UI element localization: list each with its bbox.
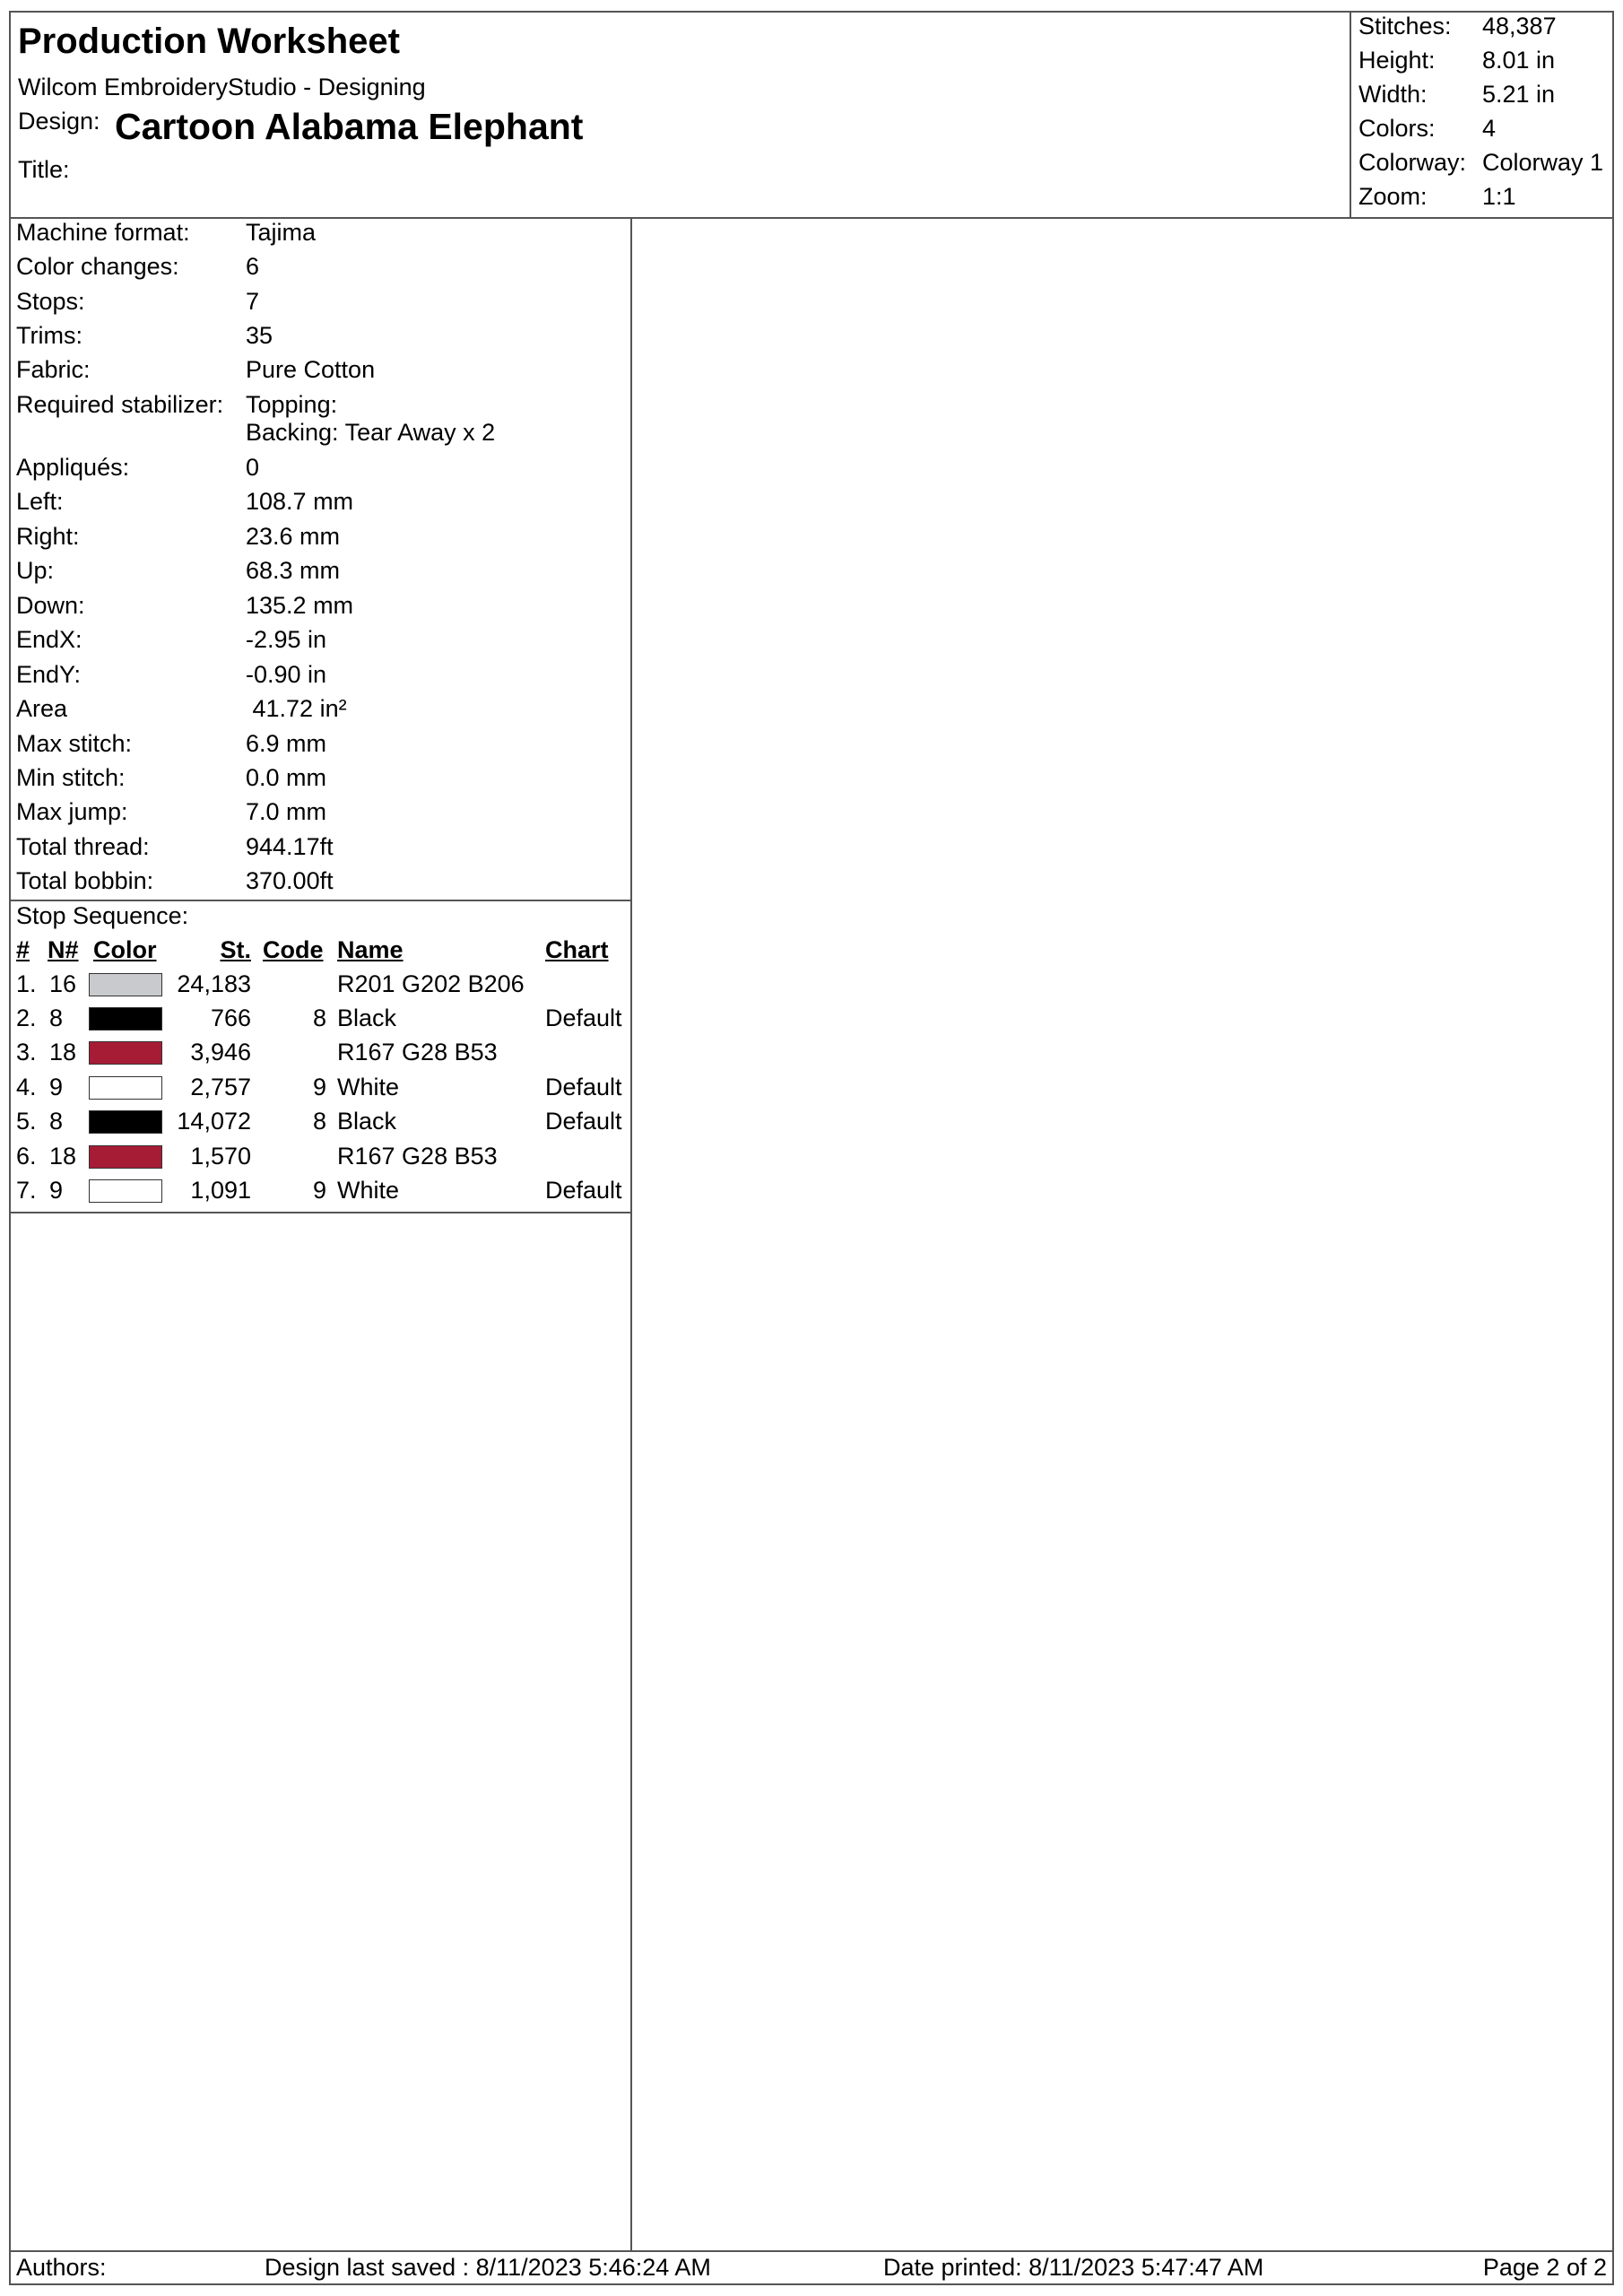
table-row: 6. 18 1,570 R167 G28 B53 (16, 1143, 498, 1170)
date-printed: Date printed: 8/11/2023 5:47:47 AM (883, 2254, 1264, 2281)
design-properties-column (9, 219, 632, 2250)
table-row: 5. 8 14,072 8 Black Default (16, 1108, 622, 1135)
color-swatch (89, 1076, 162, 1100)
prop-stops: Stops: 7 (16, 288, 260, 315)
col-header-code: Code (263, 936, 324, 963)
col-header-color: Color (93, 936, 157, 963)
prop-right: Right: 23.6 mm (16, 523, 341, 550)
prop-machine-format: Machine format: Tajima (16, 219, 317, 246)
prop-color-changes: Color changes: 6 (16, 253, 260, 280)
prop-total-bobbin: Total bobbin: 370.00ft (16, 867, 334, 894)
title-label: Title: (18, 156, 70, 183)
divider (9, 1212, 630, 1213)
prop-max-jump: Max jump: 7.0 mm (16, 798, 327, 825)
prop-min-stitch: Min stitch: 0.0 mm (16, 764, 327, 791)
prop-left: Left: 108.7 mm (16, 488, 354, 515)
col-header-needle: N# (48, 936, 79, 963)
prop-required-stabilizer: Required stabilizer: Topping: Backing: Tear Away x 2 (16, 391, 496, 446)
stat-width: Width: 5.21 in (1358, 81, 1556, 108)
color-swatch (89, 1179, 162, 1203)
prop-appliques: Appliqués: 0 (16, 454, 260, 481)
prop-up: Up: 68.3 mm (16, 557, 341, 584)
stat-colors: Colors: 4 (1358, 115, 1497, 142)
stat-zoom: Zoom: 1:1 (1358, 183, 1516, 210)
prop-down: Down: 135.2 mm (16, 592, 354, 619)
stabilizer-backing: Backing: Tear Away x 2 (246, 419, 496, 446)
stabilizer-topping: Topping: (246, 391, 338, 418)
stat-colorway: Colorway: Colorway 1 (1358, 149, 1604, 176)
col-header-stitches: St. (220, 936, 251, 963)
prop-trims: Trims: 35 (16, 322, 273, 349)
prop-area: Area 41.72 in² (16, 695, 347, 722)
table-row: 3. 18 3,946 R167 G28 B53 (16, 1039, 498, 1065)
design-last-saved: Design last saved : 8/11/2023 5:46:24 AM (265, 2254, 711, 2281)
prop-max-stitch: Max stitch: 6.9 mm (16, 730, 327, 757)
table-row: 1. 16 24,183 R201 G202 B206 (16, 970, 525, 997)
page-number: Page 2 of 2 (1482, 2254, 1607, 2281)
prop-total-thread: Total thread: 944.17ft (16, 833, 334, 860)
table-row: 2. 8 766 8 Black Default (16, 1004, 622, 1031)
worksheet-header (9, 11, 1614, 219)
divider (9, 900, 630, 901)
authors-label: Authors: (16, 2254, 107, 2281)
col-header-chart: Chart (545, 936, 609, 963)
software-subtitle: Wilcom EmbroideryStudio - Designing (18, 74, 426, 100)
color-swatch (89, 973, 162, 996)
worksheet-footer (9, 2250, 1614, 2285)
stop-sequence-title: Stop Sequence: (16, 902, 189, 929)
design-stats-panel (1350, 11, 1612, 217)
prop-endx: EndX: -2.95 in (16, 626, 327, 653)
page-title: Production Worksheet (18, 22, 400, 61)
design-label: Design: (18, 108, 100, 135)
prop-endy: EndY: -0.90 in (16, 661, 327, 688)
table-row: 4. 9 2,757 9 White Default (16, 1074, 622, 1100)
prop-fabric: Fabric: Pure Cotton (16, 356, 376, 383)
color-swatch (89, 1041, 162, 1065)
stat-stitches: Stitches: 48,387 (1358, 13, 1557, 39)
color-swatch (89, 1145, 162, 1169)
stat-height: Height: 8.01 in (1358, 47, 1556, 74)
col-header-name: Name (337, 936, 404, 963)
color-swatch (89, 1007, 162, 1031)
col-header-index: # (16, 936, 30, 963)
design-name: Cartoon Alabama Elephant (115, 106, 584, 147)
table-row: 7. 9 1,091 9 White Default (16, 1177, 622, 1204)
color-swatch (89, 1110, 162, 1134)
